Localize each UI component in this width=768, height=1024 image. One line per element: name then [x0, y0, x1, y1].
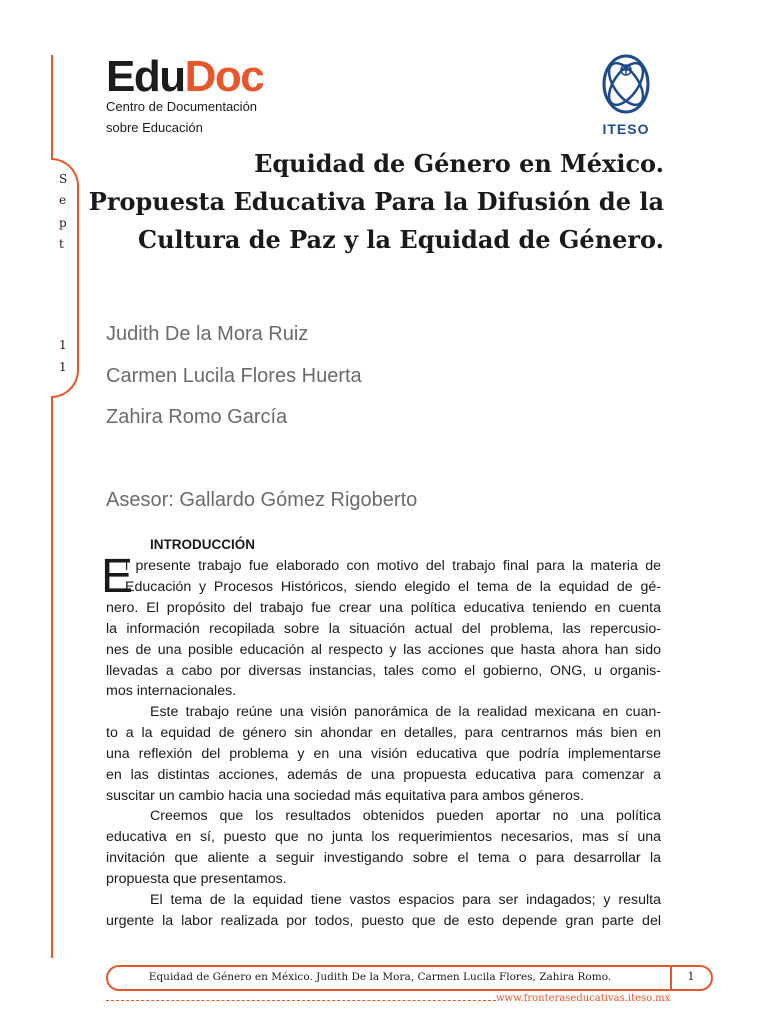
- side-tab-letter: S: [59, 172, 68, 186]
- side-tab-letter: p: [59, 216, 67, 230]
- side-tab-letter: e: [59, 193, 67, 207]
- logo-subtitle-line2: sobre Educación: [106, 120, 203, 135]
- body-line: nero. El propósito del trabajo fue crear una política educativa teniendo en cuenta: [106, 600, 661, 616]
- advisor-name: Asesor: Gallardo Gómez Rigoberto: [106, 489, 418, 511]
- edudoc-logo: [106, 52, 264, 101]
- document-title: [84, 145, 664, 259]
- body-line: propuesta que presentamos.: [106, 871, 287, 887]
- date-side-tab: [51, 158, 79, 398]
- body-line: El tema de la equidad tiene vastos espacios para ser indagados; y resulta: [150, 892, 661, 908]
- left-margin-rule: [51, 398, 53, 958]
- body-line: urgente la labor realizada por todos, puesto que de esto depende gran parte del: [106, 913, 661, 929]
- author-name: Zahira Romo García: [106, 406, 288, 428]
- body-line: Este trabajo reúne una visión panorámica de la realidad mexicana en cuan-: [150, 704, 661, 720]
- footer-dashed-rule: [106, 1000, 496, 1001]
- body-line: mos internacionales.: [106, 683, 237, 699]
- body-line: en las distintas acciones, además de una propuesta educativa para comenzar a: [106, 767, 661, 783]
- title-line: Equidad de Género en México.: [254, 149, 664, 178]
- iteso-wordmark: ITESO: [602, 121, 650, 137]
- body-line: nes de una posible educación al respecto y las acciones que hasta ahora han sido: [106, 642, 661, 658]
- body-line: Creemos que los resultados obtenidos pueden aportar no una política: [150, 808, 661, 824]
- side-tab-letter: 1: [59, 338, 67, 352]
- logo-subtitle-line1: Centro de Documentación: [106, 99, 258, 114]
- footer-url-link[interactable]: www.fronteraseducativas.iteso.mx: [496, 993, 671, 1004]
- body-line: educativa en sí, puesto que no junta los requerimientos necesarios, mas sí una: [106, 829, 661, 845]
- drop-cap: E: [101, 550, 134, 603]
- footer-citation: Equidad de Género en México. Judith De la Mora, Carmen Lucila Flores, Zahira Romo.: [148, 971, 612, 983]
- body-line: suscitar un cambio hacia una sociedad más equitativa para ambos géneros.: [106, 788, 584, 804]
- logo-doc: Doc: [184, 52, 264, 101]
- page-number: 1: [687, 970, 695, 983]
- body-line: invitación que aliente a seguir investigando sobre el tema o para desarrollar la: [106, 850, 661, 866]
- author-name: Carmen Lucila Flores Huerta: [106, 365, 362, 387]
- title-line: Cultura de Paz y la Equidad de Género.: [137, 225, 664, 254]
- logo-edu: Edu: [106, 52, 185, 101]
- body-line: una reflexión del problema y en una visión educativa que podría implementarse: [106, 746, 661, 762]
- iteso-emblem-icon: [598, 52, 654, 116]
- side-tab-letter: t: [59, 237, 64, 251]
- body-line: la información recopilada sobre la situación actual del problema, las repercusio-: [106, 621, 661, 637]
- section-heading: INTRODUCCIÓN: [150, 537, 255, 552]
- title-line: Propuesta Educativa Para la Difusión de la: [88, 187, 664, 216]
- body-line: Educación y Procesos Históricos, siendo elegido el tema de la equidad de gé-: [125, 579, 661, 595]
- body-line: llevadas a cabo por diversas instancias, tales como el gobierno, ONG, u organis-: [106, 663, 661, 679]
- author-name: Judith De la Mora Ruiz: [106, 323, 309, 345]
- left-margin-rule: [51, 55, 53, 160]
- body-line: to a la equidad de género sin ahondar en detalles, para centrarnos más bien en: [106, 725, 661, 741]
- body-line: l presente trabajo fue elaborado con motivo del trabajo final para la materia de: [125, 558, 661, 574]
- side-tab-letter: 1: [59, 360, 67, 374]
